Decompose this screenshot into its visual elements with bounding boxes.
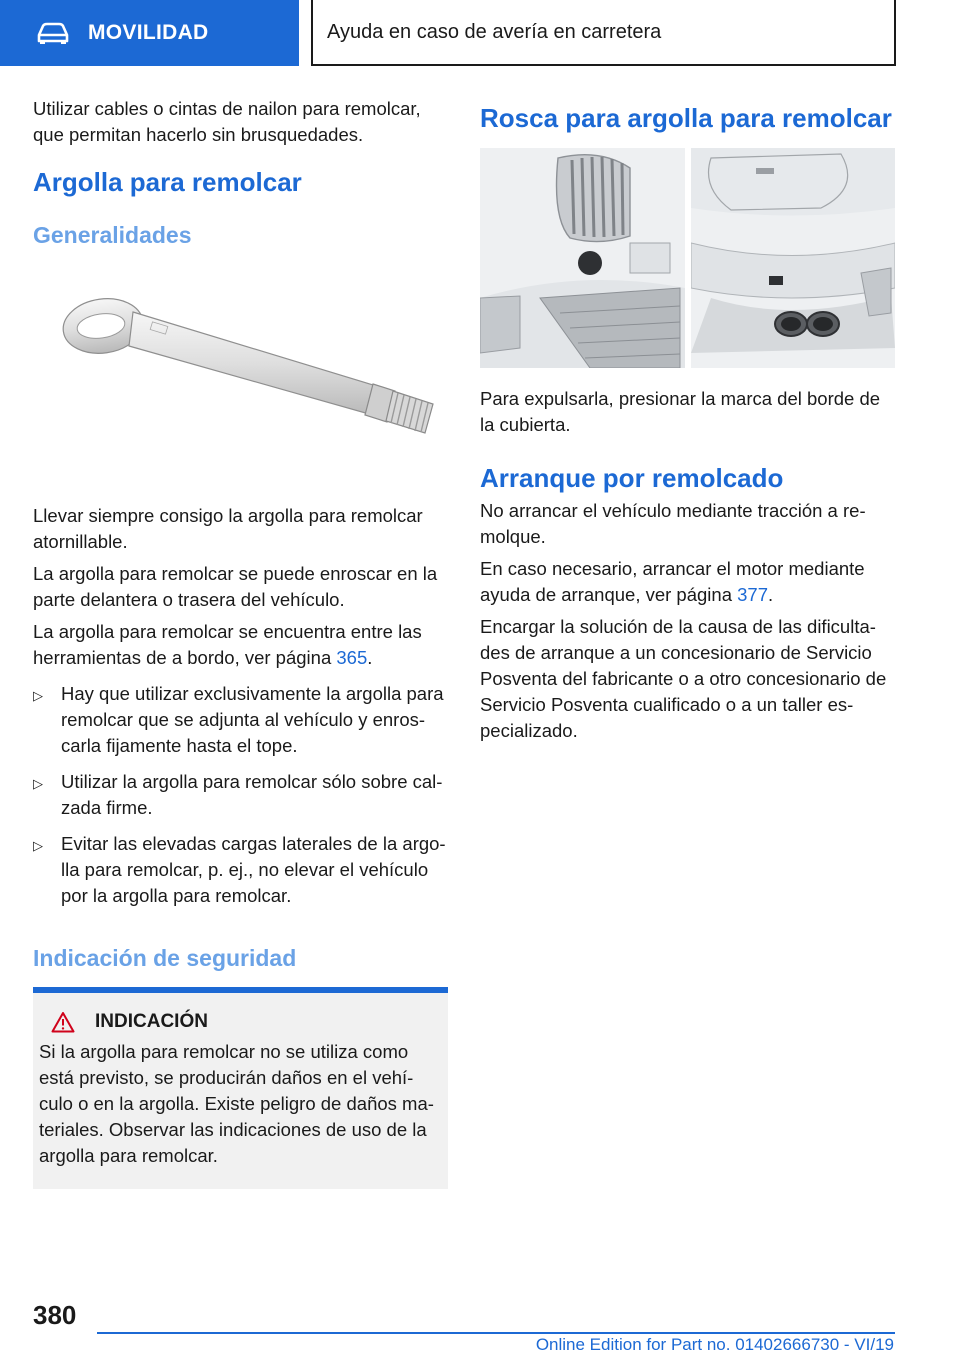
list-item (33, 831, 448, 909)
list-item (33, 681, 448, 759)
section-title-thread: Rosca para argolla para remolcar (480, 103, 892, 133)
chapter-title: Ayuda en caso de avería en carretera (327, 20, 662, 43)
notice-heading: INDICACIÓN (95, 1011, 208, 1032)
section-tab[interactable] (0, 0, 299, 66)
paragraph-jump-start (480, 556, 895, 608)
triangle-bullet-icon: ▷ (33, 838, 43, 853)
page-number: 380 (33, 1300, 77, 1330)
paragraph-carry-hook: Llevar siempre consigo la argolla para remolcar atornillable. (33, 505, 423, 552)
intro-paragraph: Utilizar cables o cintas de nailon para remolcar, que permitan hacerlo sin brusquedades. (33, 98, 421, 145)
tow-hook-illustration (33, 280, 448, 480)
usage-list (33, 681, 448, 909)
paragraph-service: Encargar la solución de la causa de las dificulta-des de arranque a un concesionario de Servicio Posventa del fabricante o a otro concesionario de Servicio Posventa cualificado o a un taller es-pecializado. (480, 616, 887, 741)
notice-text: Si la argolla para remolcar no se utiliza como está previsto, se producirán daños en el vehí-culo o en la argolla. Existe peligro de daños ma-teriales. Observar las indicaciones de uso de la argolla para remolcar. (39, 1041, 434, 1166)
jump-start-text: En caso necesario, arrancar el motor mediante ayuda de arranque, ver página (480, 558, 865, 605)
warning-icon (51, 1011, 75, 1033)
paragraph-screw-location: La argolla para remolcar se puede enroscar en la parte delantera o trasera del vehículo. (33, 563, 438, 610)
paragraph-no-tow-start: No arrancar el vehículo mediante tracción a re-molque. (480, 500, 866, 547)
left-column (33, 96, 448, 1189)
caption-press-mark: Para expulsarla, presionar la marca del borde de la cubierta. (480, 388, 881, 435)
page-link-365[interactable]: 365 (336, 647, 368, 668)
list-item-text: Evitar las elevadas cargas laterales de la argo-lla para remolcar, p. ej., no elevar el vehículo por la argolla para remolcar. (61, 833, 446, 906)
storage-text: La argolla para remolcar se encuentra entre las herramientas de a bordo, ver página (33, 621, 422, 668)
bumper-cover-illustration (480, 148, 895, 368)
notice-header (51, 1011, 440, 1033)
subsection-title-general: Generalidades (33, 222, 192, 248)
list-item-text: Hay que utilizar exclusivamente la argolla para remolcar que se adjunta al vehículo y enros-carla fijamente hasta el tope. (61, 683, 444, 756)
triangle-bullet-icon: ▷ (33, 776, 43, 791)
triangle-bullet-icon: ▷ (33, 688, 43, 703)
paragraph-storage (33, 619, 448, 671)
section-label: MOVILIDAD (88, 21, 209, 44)
jump-start-end: . (768, 584, 774, 605)
page-link-377[interactable]: 377 (737, 584, 769, 605)
storage-end: . (367, 647, 373, 668)
rear-bumper-image (691, 148, 895, 368)
edition-label: Online Edition for Part no. 01402666730 - VI/19 (535, 1335, 894, 1354)
section-title-tow-start: Arranque por remolcado (480, 463, 784, 493)
chapter-header (311, 0, 896, 66)
footer-rule (97, 1332, 895, 1334)
right-column (480, 96, 895, 744)
list-item (33, 769, 448, 821)
front-bumper-image (480, 148, 685, 368)
car-icon (36, 21, 70, 45)
list-item-text: Utilizar la argolla para remolcar sólo sobre cal-zada firme. (61, 771, 443, 818)
section-title-tow-hook: Argolla para remolcar (33, 167, 302, 197)
notice-box (33, 987, 448, 1189)
subsection-title-safety: Indicación de seguridad (33, 945, 297, 971)
